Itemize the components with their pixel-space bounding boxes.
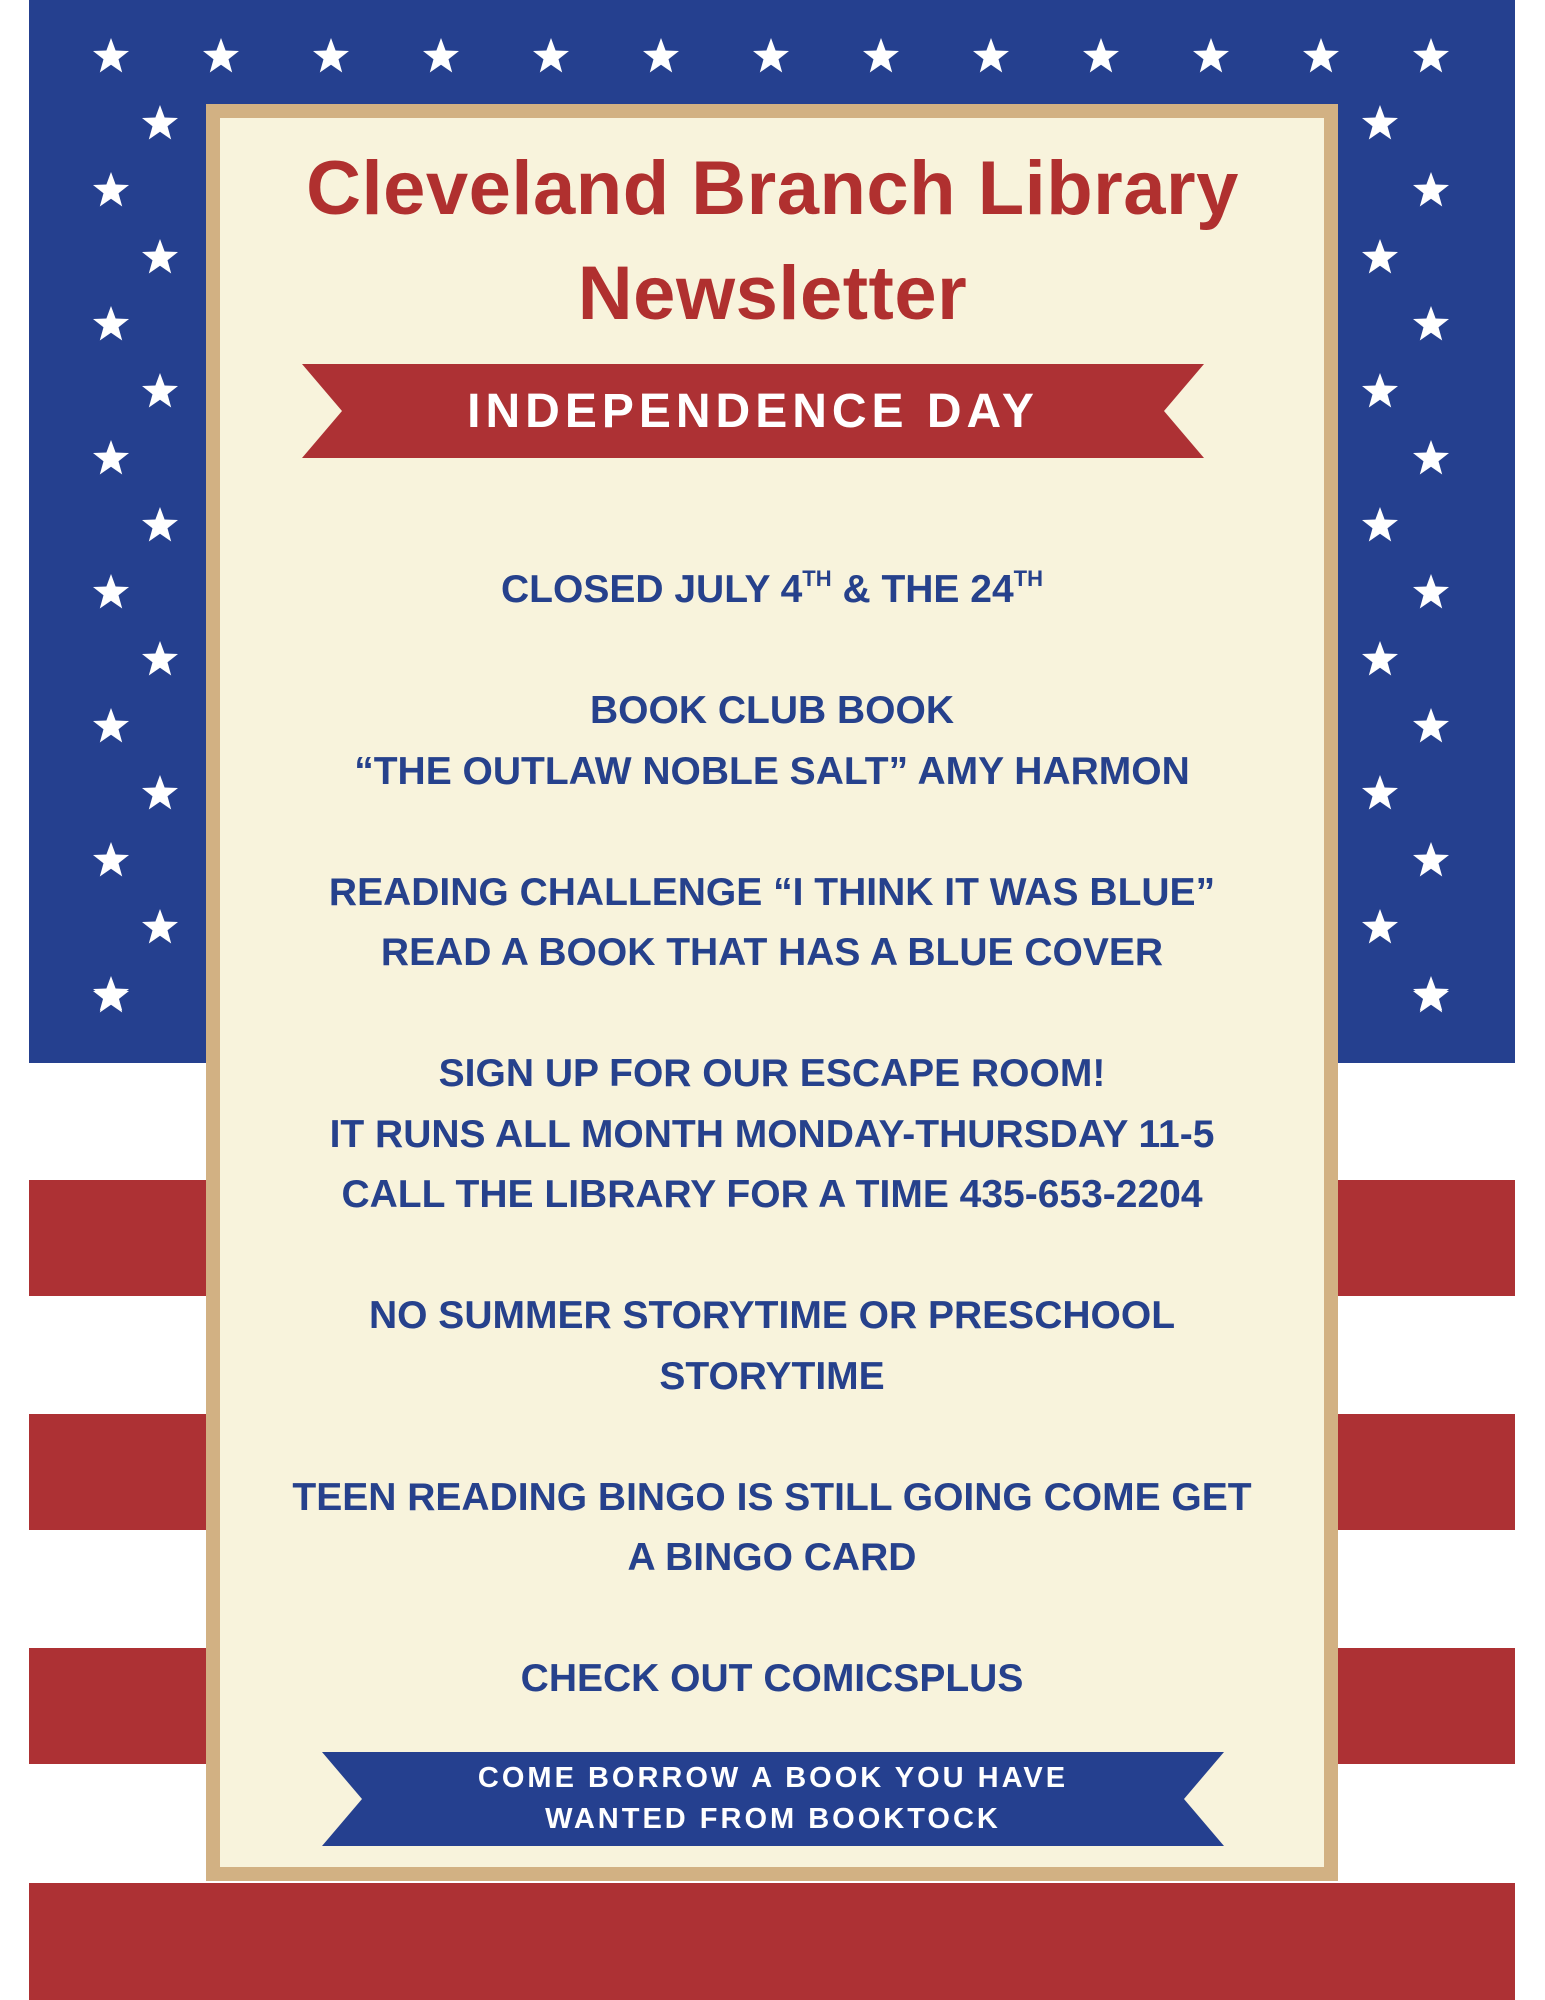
star-icon bbox=[1301, 36, 1341, 76]
closed-text-a: CLOSED JULY 4 bbox=[501, 568, 803, 611]
star-icon bbox=[1081, 36, 1121, 76]
banner-label: INDEPENDENCE DAY bbox=[467, 384, 1039, 438]
book-club-line-1: BOOK CLUB BOOK bbox=[590, 689, 954, 732]
star-icon bbox=[140, 371, 180, 411]
storytime-line-1: NO SUMMER STORYTIME OR PRESCHOOL bbox=[368, 1294, 1176, 1337]
comics-notice bbox=[206, 1649, 1338, 1710]
booktok-banner bbox=[322, 1752, 1224, 1846]
closed-sup-1: TH bbox=[802, 566, 832, 591]
star-icon bbox=[311, 36, 351, 76]
star-icon bbox=[91, 572, 131, 612]
star-icon bbox=[1360, 773, 1400, 813]
teen-bingo-line-2: A BINGO CARD bbox=[627, 1536, 917, 1579]
star-icon bbox=[1411, 706, 1451, 746]
star-icon bbox=[91, 438, 131, 478]
comics-line-1: CHECK OUT COMICSPLUS bbox=[520, 1657, 1024, 1700]
storytime-line-2: STORYTIME bbox=[659, 1354, 885, 1398]
closed-line bbox=[206, 560, 1338, 621]
reading-challenge bbox=[206, 863, 1338, 984]
star-icon bbox=[1411, 840, 1451, 880]
booktok-line-2: WANTED FROM BOOKTOCK bbox=[545, 1803, 1001, 1835]
teen-bingo-line-1: TEEN READING BINGO IS STILL GOING COME GET bbox=[292, 1475, 1252, 1519]
escape-room bbox=[206, 1044, 1338, 1226]
star-icon bbox=[91, 706, 131, 746]
star-icon bbox=[140, 505, 180, 545]
star-icon bbox=[421, 36, 461, 76]
star-icon bbox=[1191, 36, 1231, 76]
star-icon bbox=[1360, 907, 1400, 947]
reading-challenge-line-1: READING CHALLENGE “I THINK IT WAS BLUE” bbox=[328, 870, 1216, 914]
star-icon bbox=[1411, 36, 1451, 76]
escape-room-line-2: IT RUNS ALL MONTH MONDAY-THURSDAY 11-5 bbox=[329, 1112, 1215, 1156]
star-icon bbox=[1411, 976, 1451, 1016]
booktok-line-1: COME BORROW A BOOK YOU HAVE bbox=[477, 1762, 1069, 1794]
star-icon bbox=[861, 36, 901, 76]
star-icon bbox=[1360, 505, 1400, 545]
booktok-banner-text bbox=[478, 1758, 1068, 1840]
star-icon bbox=[140, 773, 180, 813]
star-icon bbox=[531, 36, 571, 76]
title-line-2: Newsletter bbox=[577, 251, 968, 336]
book-club bbox=[206, 681, 1338, 802]
star-icon bbox=[971, 36, 1011, 76]
newsletter-content bbox=[206, 560, 1338, 1770]
escape-room-line-1: SIGN UP FOR OUR ESCAPE ROOM! bbox=[438, 1052, 1106, 1095]
closed-text-b: & THE 24 bbox=[831, 568, 1014, 611]
star-icon bbox=[751, 36, 791, 76]
escape-room-line-3: CALL THE LIBRARY FOR A TIME 435-653-2204 bbox=[341, 1173, 1203, 1216]
flag-red-stripe bbox=[29, 1883, 1515, 2000]
star-icon bbox=[1360, 371, 1400, 411]
closed-notice bbox=[206, 560, 1338, 621]
book-club-line-2: “THE OUTLAW NOBLE SALT” AMY HARMON bbox=[354, 749, 1190, 793]
teen-bingo bbox=[206, 1468, 1338, 1589]
star-icon bbox=[140, 639, 180, 679]
closed-sup-2: TH bbox=[1013, 566, 1043, 591]
page-title bbox=[0, 136, 1545, 346]
reading-challenge-line-2: READ A BOOK THAT HAS A BLUE COVER bbox=[380, 931, 1164, 974]
star-icon bbox=[140, 907, 180, 947]
independence-day-banner bbox=[302, 364, 1204, 458]
star-icon bbox=[91, 976, 131, 1016]
title-line-1: Cleveland Branch Library bbox=[306, 146, 1239, 231]
star-icon bbox=[201, 36, 241, 76]
star-icon bbox=[91, 36, 131, 76]
storytime-notice bbox=[206, 1286, 1338, 1407]
star-icon bbox=[1360, 639, 1400, 679]
star-icon bbox=[1411, 438, 1451, 478]
star-icon bbox=[91, 840, 131, 880]
star-icon bbox=[641, 36, 681, 76]
star-icon bbox=[1411, 572, 1451, 612]
